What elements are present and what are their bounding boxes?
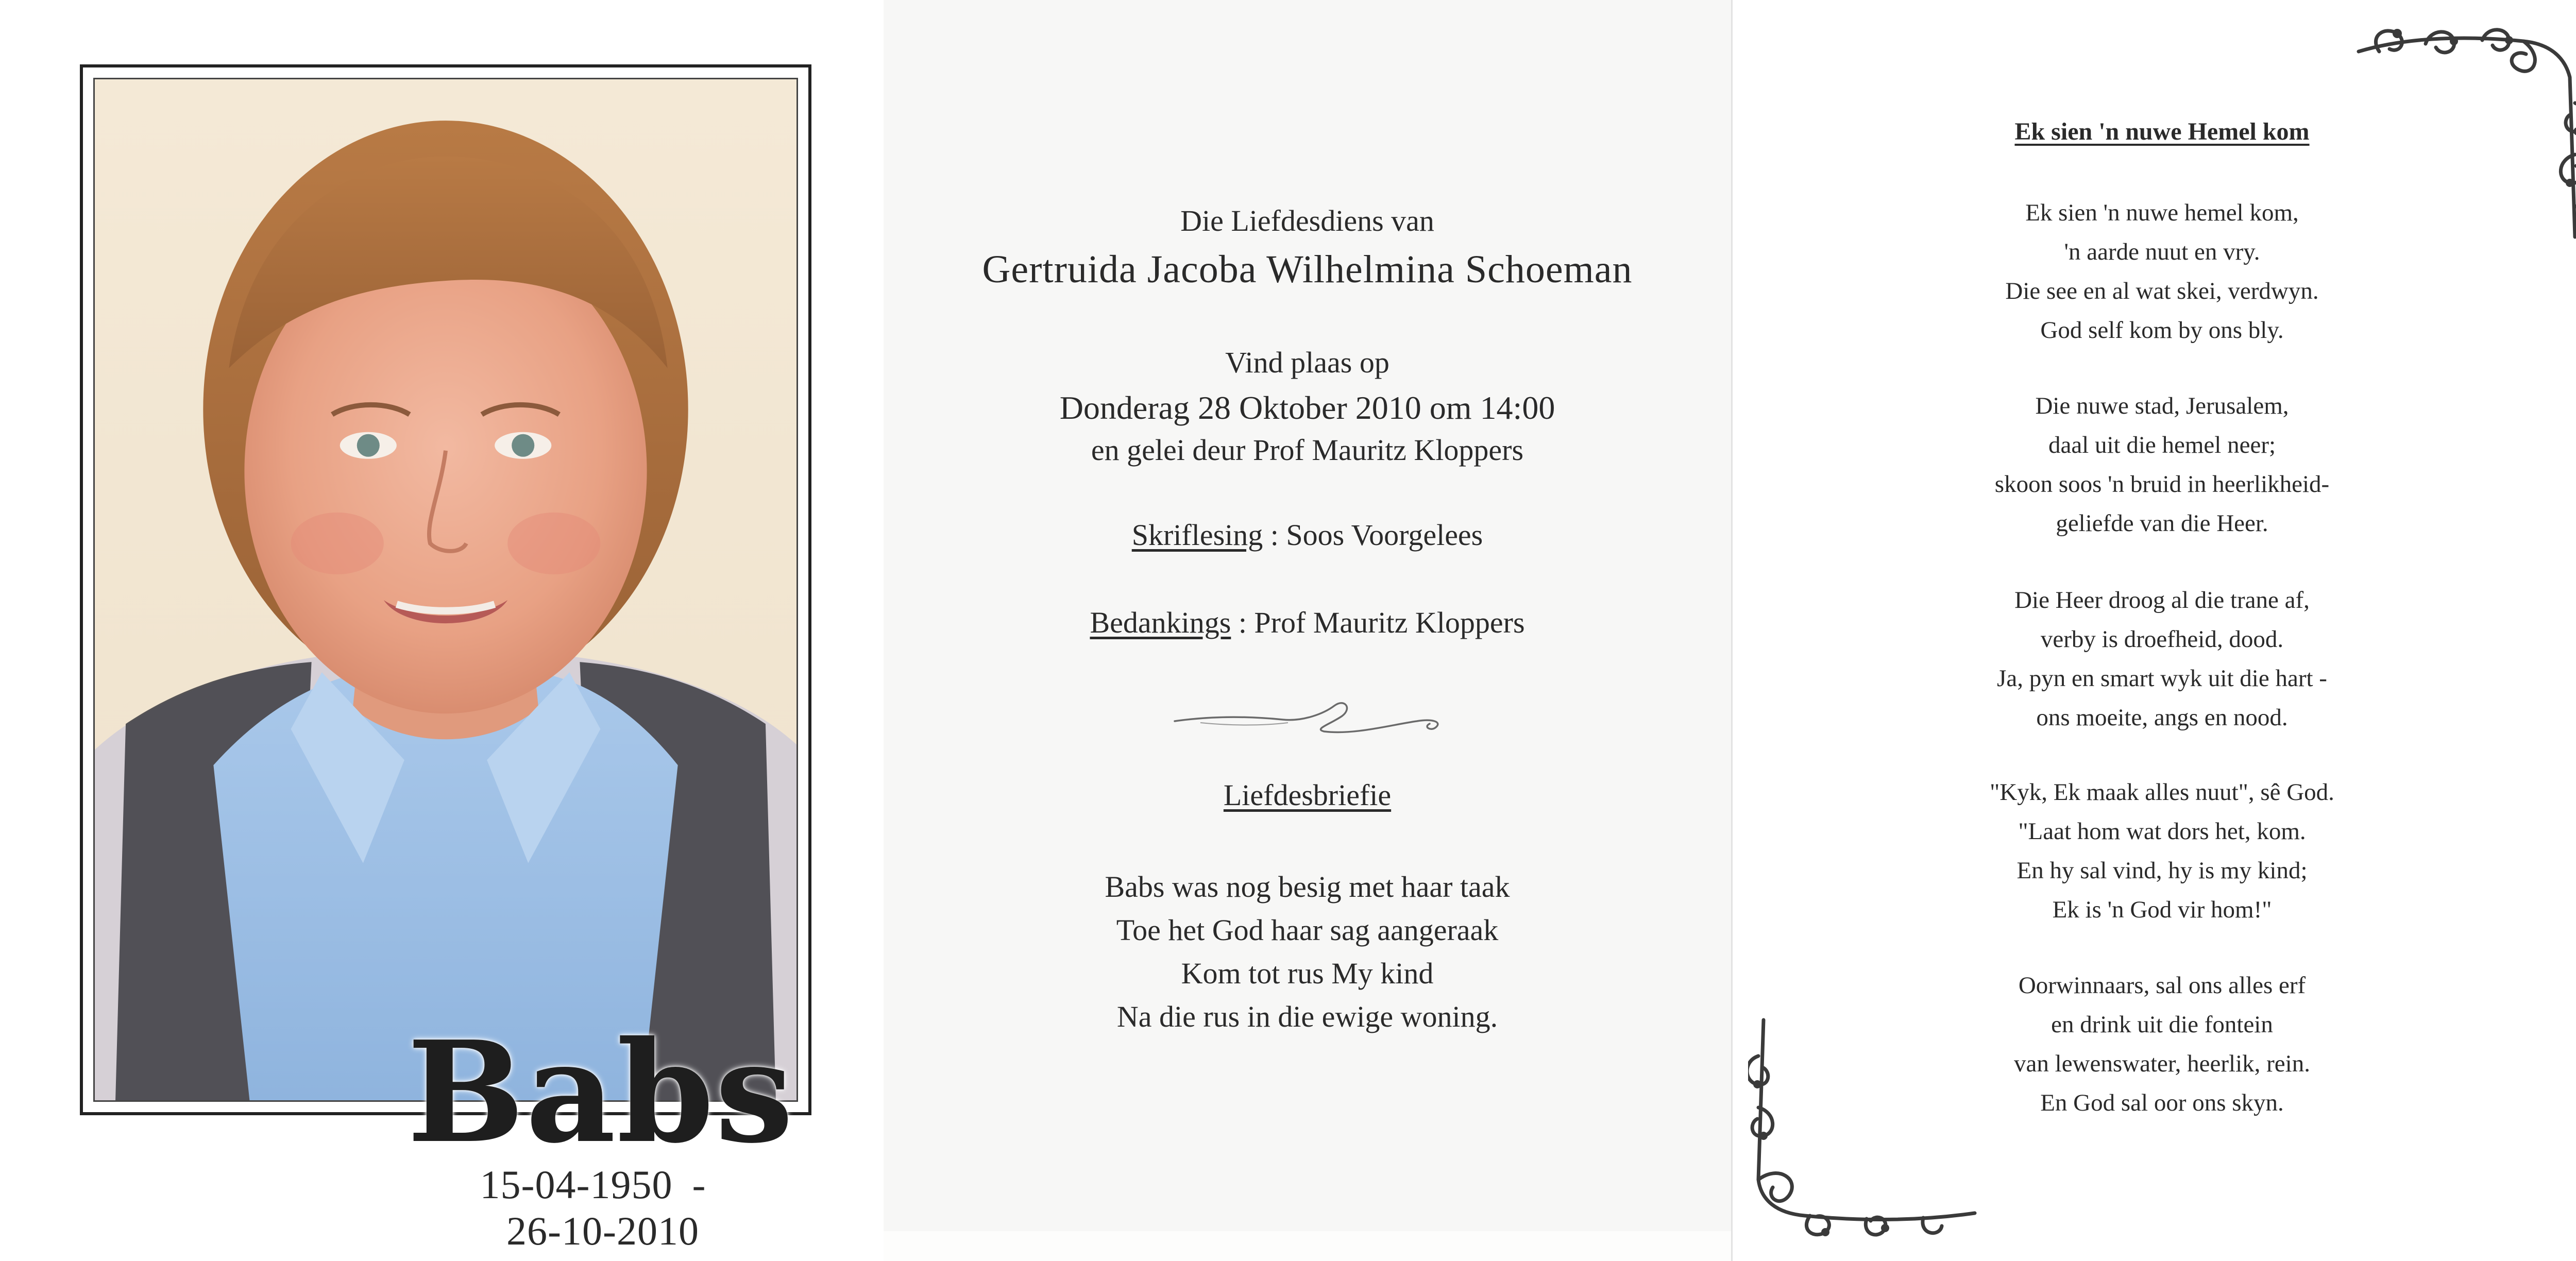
thanks-value: : Prof Mauritz Kloppers xyxy=(1231,606,1525,639)
service-date-time: Donderag 28 Oktober 2010 om 14:00 xyxy=(1059,389,1555,426)
deceased-full-name: Gertruida Jacoba Wilhelmina Schoeman xyxy=(982,248,1633,291)
scripture-value: : Soos Voorgelees xyxy=(1263,518,1483,552)
venue-intro: Vind plaas op xyxy=(1225,346,1389,379)
hymn-line: Oorwinnaars, sal ons alles erf xyxy=(2018,972,2306,999)
love-letter-poem xyxy=(884,865,1731,1038)
hymn-line: God self kom by ons bly. xyxy=(2040,317,2284,344)
hymn-line: geliefde van die Heer. xyxy=(2056,510,2268,537)
deceased-nickname: Babs xyxy=(407,1010,794,1174)
service-panel xyxy=(884,0,1731,1231)
hymn-line: Die Heer droog al die trane af, xyxy=(2014,587,2310,614)
hymn-title xyxy=(1733,117,2576,146)
date-separator: - xyxy=(692,1162,706,1207)
cover-panel xyxy=(0,0,884,1261)
hymn-line: "Kyk, Ek maak alles nuut", sê God. xyxy=(1990,779,2334,806)
poem-line: Kom tot rus My kind xyxy=(1181,957,1434,990)
portrait-frame xyxy=(80,64,811,1115)
poem-line: Na die rus in die ewige woning. xyxy=(1116,1000,1498,1033)
hymn-line: "Laat hom wat dors het, kom. xyxy=(2018,818,2306,845)
hymn-line: Ek sien 'n nuwe hemel kom, xyxy=(2025,199,2299,226)
love-letter-title xyxy=(884,778,1731,812)
poem-line: Babs was nog besig met haar taak xyxy=(1105,870,1510,904)
portrait-illustration-icon xyxy=(95,79,796,1100)
life-dates xyxy=(397,1162,809,1254)
service-officiant: en gelei deur Prof Mauritz Kloppers xyxy=(1091,433,1524,467)
hymn-line: Die nuwe stad, Jerusalem, xyxy=(2035,393,2289,419)
hymn-title-text: Ek sien 'n nuwe Hemel kom xyxy=(2014,118,2310,145)
hymn-stanza xyxy=(1733,773,2576,929)
hymn-stanza xyxy=(1733,386,2576,543)
love-letter-title-text: Liefdesbriefie xyxy=(1223,778,1392,812)
hymn-line: skoon soos 'n bruid in heerlikheid- xyxy=(1994,471,2330,498)
hymn-line: Ek is 'n God vir hom!" xyxy=(2052,896,2272,923)
thanks-label: Bedankings xyxy=(1090,606,1231,639)
hymn-line: ons moeite, angs en nood. xyxy=(2036,704,2288,731)
hymn-panel xyxy=(1731,0,2576,1261)
birth-date: 15-04-1950 xyxy=(480,1162,673,1207)
hymn-line: 'n aarde nuut en vry. xyxy=(2064,238,2260,265)
service-intro: Die Liefdesdiens van xyxy=(1180,204,1434,237)
portrait-photo xyxy=(93,78,798,1102)
hymn-line: Die see en al wat skei, verdwyn. xyxy=(2005,278,2319,304)
hymn-stanza xyxy=(1733,193,2576,350)
hymn-line: Ja, pyn en smart wyk uit die hart - xyxy=(1997,665,2327,692)
scripture-reading xyxy=(884,518,1731,552)
hymn-line: van lewenswater, heerlik, rein. xyxy=(2014,1050,2310,1077)
acknowledgements xyxy=(884,605,1731,640)
hymn-line: en drink uit die fontein xyxy=(2051,1011,2273,1038)
hymn-line: daal uit die hemel neer; xyxy=(2048,432,2276,458)
hymn-line: En God sal oor ons skyn. xyxy=(2040,1089,2284,1116)
hymn-stanza xyxy=(1733,581,2576,737)
poem-line: Toe het God haar sag aangeraak xyxy=(1116,913,1499,947)
hymn-line: En hy sal vind, hy is my kind; xyxy=(2016,857,2308,884)
death-date: 26-10-2010 xyxy=(506,1208,699,1253)
swirl-divider-icon xyxy=(1170,693,1448,739)
floral-corner-icon xyxy=(1748,1010,1985,1241)
scripture-label: Skriflesing xyxy=(1131,518,1263,552)
hymn-line: verby is droefheid, dood. xyxy=(2040,626,2284,653)
